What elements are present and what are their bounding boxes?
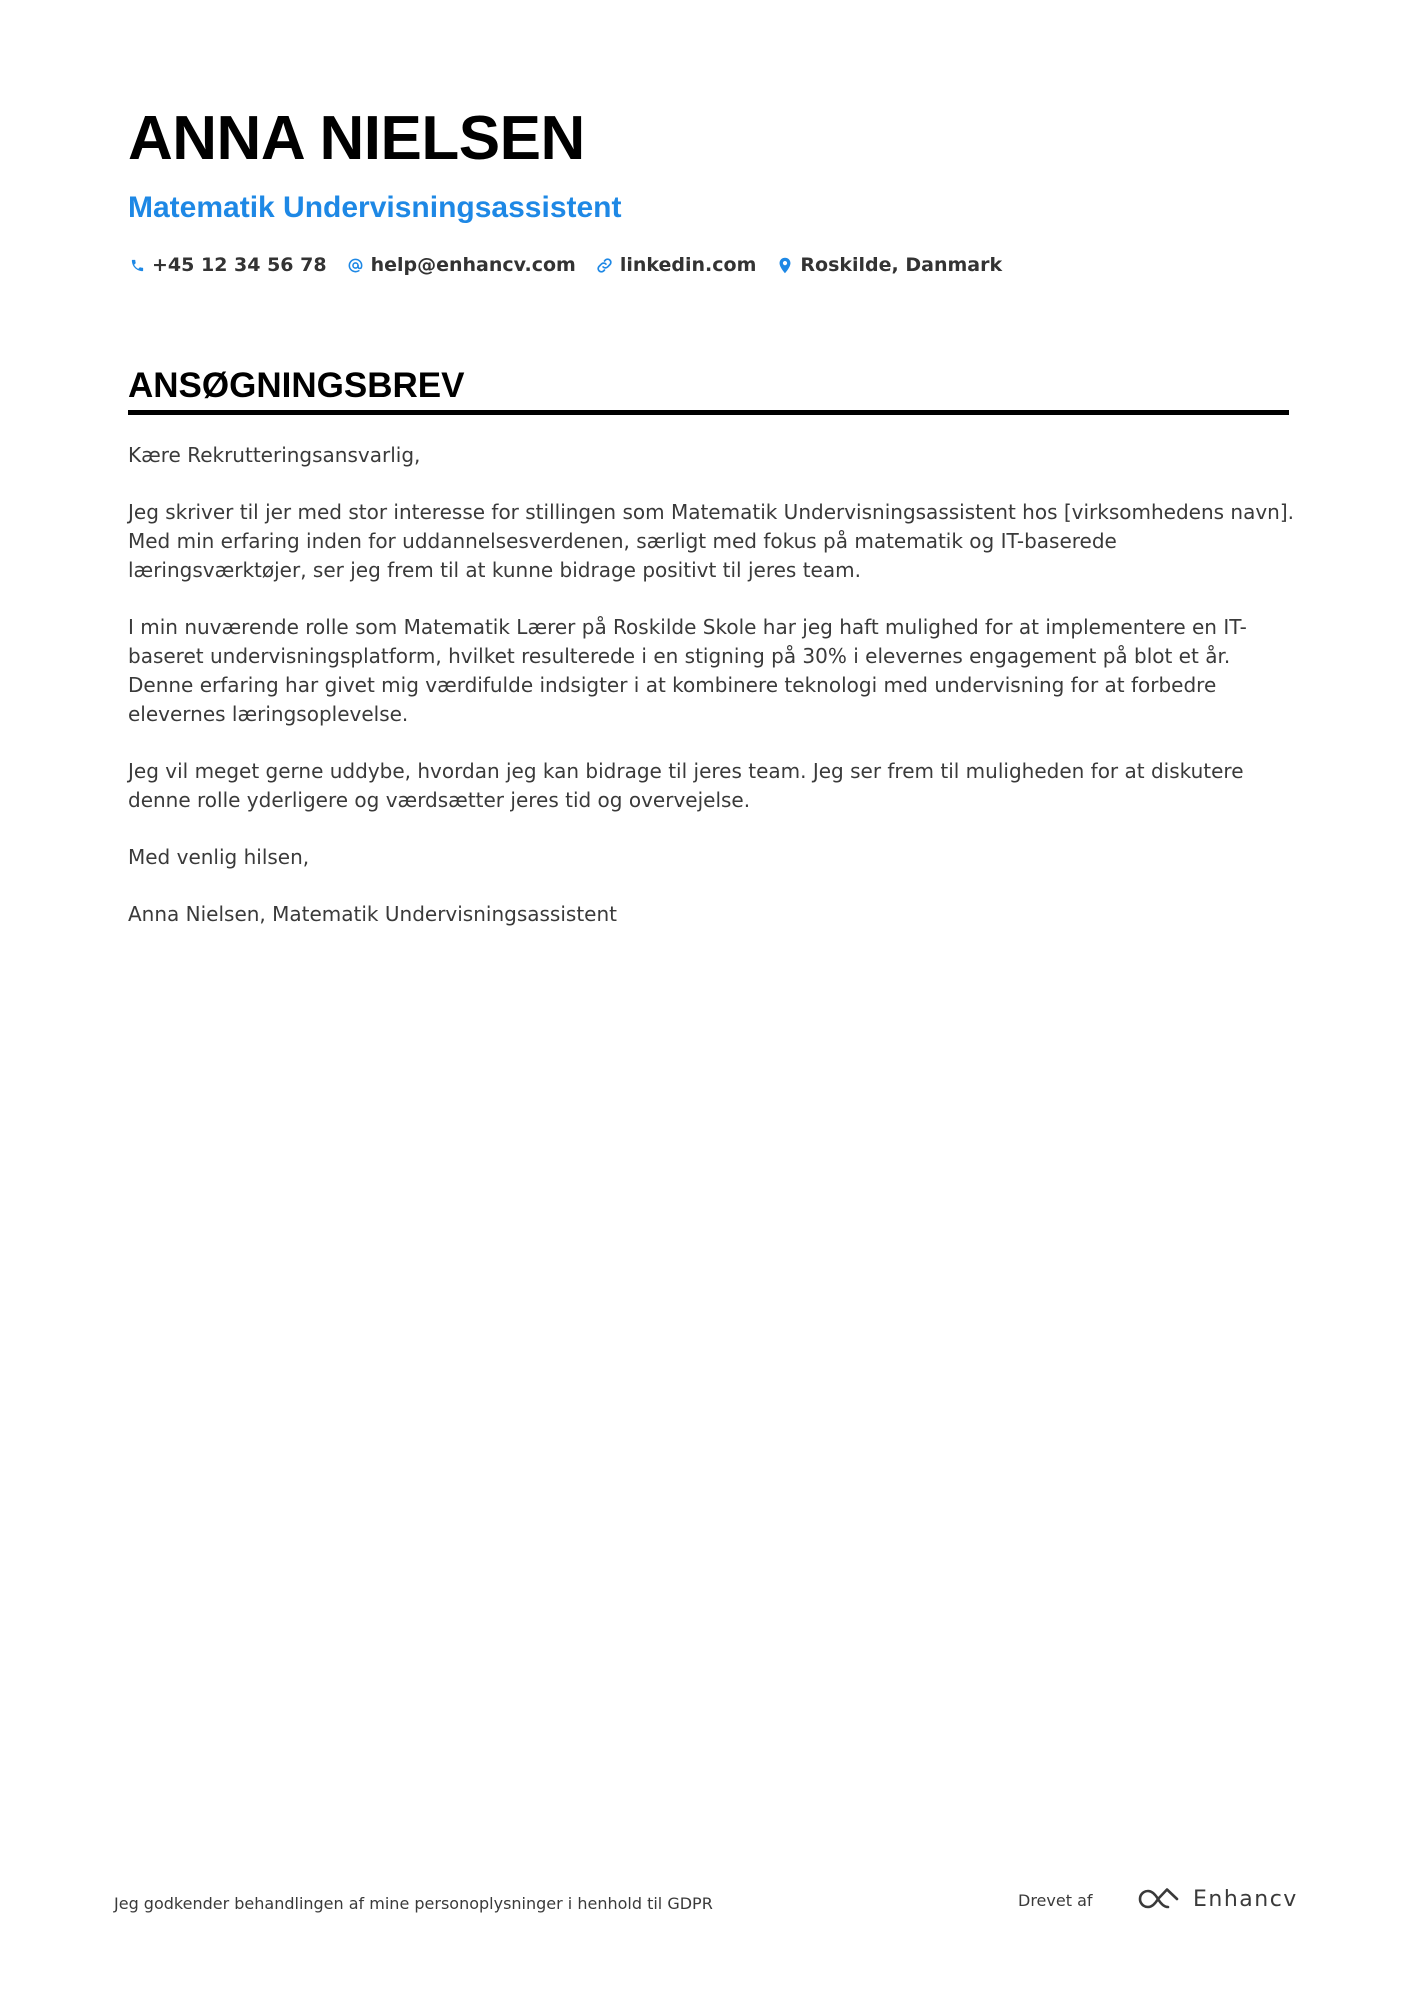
letter-closing: Med venlig hilsen, [128,845,310,869]
contact-location [776,254,1002,276]
letter-body [128,441,1298,957]
section-divider [128,410,1289,415]
applicant-name: ANNA NIELSEN [128,104,585,173]
location-pin-icon [776,256,794,274]
contact-phone-text: +45 12 34 56 78 [152,254,327,276]
letter-greeting: Kære Rekrutteringsansvarlig, [128,443,421,467]
section-title: ANSØGNINGSBREV [128,366,465,405]
contact-email-text: help@enhancv.com [370,254,576,276]
applicant-role: Matematik Undervisningsassistent [128,191,622,224]
gdpr-consent-text: Jeg godkender behandlingen af mine personoplysninger i henhold til GDPR [114,1894,713,1913]
contact-bar [128,254,1002,276]
contact-location-text: Roskilde, Danmark [800,254,1003,276]
powered-by-label: Drevet af [1018,1891,1093,1910]
letter-paragraph: Jeg skriver til jer med stor interesse for stillingen som Matematik Undervisningsassistent hos [virksomhedens navn]. Med min erfaring inden for uddannelsesverdenen, særligt med fokus på matematik og IT-baserede læringsværktøjer, ser jeg frem til at kunne bidrage positivt til jeres team. [128,500,1295,582]
letter-paragraph: Jeg vil meget gerne uddybe, hvordan jeg kan bidrage til jeres team. Jeg ser frem til muligheden for at diskutere denne rolle yderligere og værdsætter jeres tid og overvejelse. [128,759,1244,812]
contact-phone[interactable] [128,254,327,276]
at-icon [347,256,365,274]
letter-signature: Anna Nielsen, Matematik Undervisningsassistent [128,902,617,926]
letter-paragraph: I min nuværende rolle som Matematik Lærer på Roskilde Skole har jeg haft mulighed for at implementere en IT-baseret undervisningsplatform, hvilket resulterede i en stigning på 30% i elevernes engagement på blot et år. Denne erfaring har givet mig værdifulde indsigter i at kombinere teknologi med undervisning for at forbedre elevernes læringsoplevelse. [128,615,1247,726]
contact-linkedin-text: linkedin.com [619,254,757,276]
enhancv-logo-text: Enhancv [1193,1886,1298,1912]
enhancv-logo-icon [1137,1886,1183,1912]
enhancv-logo[interactable] [1137,1886,1298,1912]
contact-linkedin[interactable] [596,254,757,276]
phone-icon [128,256,146,274]
link-icon [596,256,614,274]
contact-email[interactable] [347,254,576,276]
